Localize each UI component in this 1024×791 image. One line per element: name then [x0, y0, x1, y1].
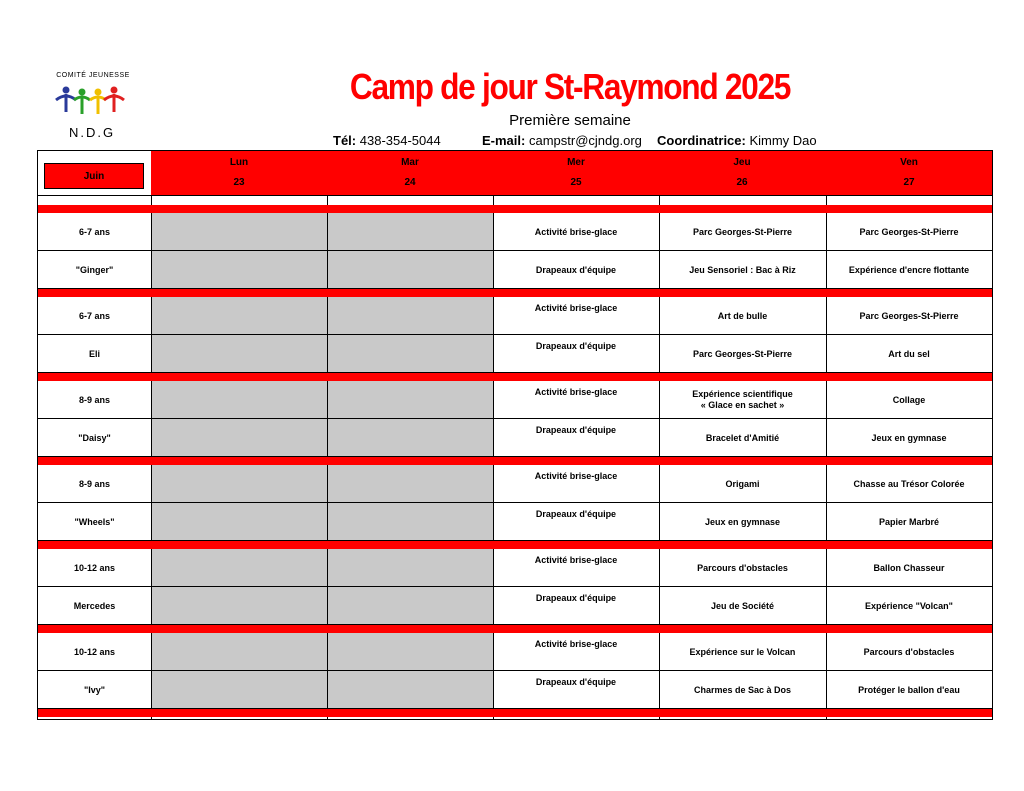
group-name: "Daisy" [78, 432, 111, 443]
closed-day-cell [152, 297, 327, 335]
closed-day-cell [152, 671, 327, 709]
page-title: Camp de jour St-Raymond 2025 [349, 66, 791, 107]
activity-cell: Origami [725, 478, 760, 489]
group-age: 6-7 ans [78, 226, 111, 237]
group-separator [38, 205, 992, 213]
day-name: Lun [229, 157, 249, 168]
activity-cell: Parc Georges-St-Pierre [859, 310, 959, 321]
day-date: 27 [903, 177, 915, 188]
email-label: E-mail: [482, 133, 526, 148]
group-name: "Wheels" [74, 516, 115, 527]
activity-cell: Expérience "Volcan" [865, 600, 953, 611]
schedule-table [37, 150, 993, 720]
group-separator [38, 289, 992, 297]
activity-cell: Jeux en gymnase [704, 516, 781, 527]
day-date: 26 [736, 177, 748, 188]
activity-cell: Drapeaux d'équipe [535, 593, 617, 603]
closed-day-cell [328, 671, 493, 709]
closed-day-cell [328, 503, 493, 541]
closed-day-cell [328, 633, 493, 671]
closed-day-cell [152, 587, 327, 625]
activity-cell: Expérience d'encre flottante [848, 264, 970, 275]
group-separator [38, 625, 992, 633]
group-separator [38, 541, 992, 549]
month-label: Juin [44, 163, 144, 189]
activity-cell: Papier Marbré [878, 516, 940, 527]
closed-day-cell [152, 251, 327, 289]
closed-day-cell [328, 465, 493, 503]
group-name: "Ginger" [75, 264, 114, 275]
group-separator [38, 373, 992, 381]
closed-day-cell [328, 335, 493, 373]
closed-day-cell [328, 213, 493, 251]
closed-day-cell [152, 549, 327, 587]
day-date: 23 [233, 177, 245, 188]
closed-day-cell [328, 251, 493, 289]
day-name: Mer [567, 157, 585, 168]
coordinator-value: Kimmy Dao [749, 133, 817, 148]
closed-day-cell [328, 587, 493, 625]
closed-day-cell [152, 465, 327, 503]
closed-day-cell [328, 381, 493, 419]
group-separator [38, 709, 992, 717]
activity-cell: Ballon Chasseur [873, 562, 945, 573]
group-name: Eli [88, 348, 100, 359]
email-value: campstr@cjndg.org [528, 133, 642, 148]
contact-phone [333, 133, 441, 148]
activity-cell: Jeux en gymnase [871, 432, 947, 443]
activity-cell: Protéger le ballon d'eau [858, 684, 960, 695]
group-age: 10-12 ans [73, 562, 116, 573]
closed-day-cell [152, 633, 327, 671]
group-age: 8-9 ans [78, 394, 111, 405]
activity-cell: Expérience scientifique « Glace en sachet » [692, 389, 793, 410]
logo-figures-icon [52, 70, 132, 130]
activity-cell: Activité brise-glace [534, 471, 618, 481]
day-name: Mar [401, 157, 419, 168]
row-divider [38, 195, 992, 196]
activity-cell: Expérience sur le Volcan [689, 646, 796, 657]
closed-day-cell [152, 419, 327, 457]
closed-day-cell [152, 381, 327, 419]
activity-cell: Parcours d'obstacles [863, 646, 955, 657]
closed-day-cell [152, 213, 327, 251]
logo-bottom-text: N.D.G [68, 125, 116, 140]
group-name: Mercedes [73, 600, 116, 611]
activity-cell: Parc Georges-St-Pierre [859, 226, 959, 237]
day-date: 25 [570, 177, 582, 188]
activity-cell: Activité brise-glace [534, 639, 618, 649]
coordinator-label: Coordinatrice: [657, 133, 746, 148]
activity-cell: Jeu de Société [710, 600, 775, 611]
logo [52, 70, 132, 140]
contact-email [482, 133, 642, 148]
closed-day-cell [328, 419, 493, 457]
closed-day-cell [328, 549, 493, 587]
group-separator [38, 457, 992, 465]
activity-cell: Charmes de Sac à Dos [693, 684, 792, 695]
activity-cell: Art de bulle [717, 310, 768, 321]
activity-cell: Activité brise-glace [534, 226, 618, 237]
activity-cell: Activité brise-glace [534, 387, 618, 397]
phone-value: 438-354-5044 [359, 133, 441, 148]
phone-label: Tél: [333, 133, 357, 148]
closed-day-cell [152, 503, 327, 541]
activity-cell: Activité brise-glace [534, 303, 618, 313]
activity-cell: Collage [892, 394, 926, 405]
activity-cell: Activité brise-glace [534, 555, 618, 565]
activity-cell: Jeu Sensoriel : Bac à Riz [689, 264, 796, 275]
day-date: 24 [404, 177, 416, 188]
activity-cell: Parcours d'obstacles [697, 562, 788, 573]
group-age: 8-9 ans [78, 478, 111, 489]
activity-cell: Bracelet d'Amitié [705, 432, 780, 443]
activity-cell: Drapeaux d'équipe [535, 677, 617, 687]
activity-cell: Drapeaux d'équipe [535, 341, 617, 351]
group-name: "Ivy" [83, 684, 106, 695]
page-subtitle: Première semaine [509, 112, 631, 129]
day-name: Jeu [733, 157, 751, 168]
contact-coordinator [657, 133, 817, 148]
group-age: 10-12 ans [73, 646, 116, 657]
activity-cell: Drapeaux d'équipe [535, 425, 617, 435]
group-age: 6-7 ans [78, 310, 111, 321]
activity-cell: Drapeaux d'équipe [535, 264, 617, 275]
closed-day-cell [328, 297, 493, 335]
closed-day-cell [152, 335, 327, 373]
activity-cell: Chasse au Trésor Colorée [853, 478, 965, 489]
activity-cell: Parc Georges-St-Pierre [692, 348, 793, 359]
day-name: Ven [900, 157, 918, 168]
activity-cell: Drapeaux d'équipe [535, 509, 617, 519]
activity-cell: Art du sel [888, 348, 930, 359]
logo-top-text: COMITÉ JEUNESSE [56, 72, 130, 79]
activity-cell: Parc Georges-St-Pierre [692, 226, 793, 237]
